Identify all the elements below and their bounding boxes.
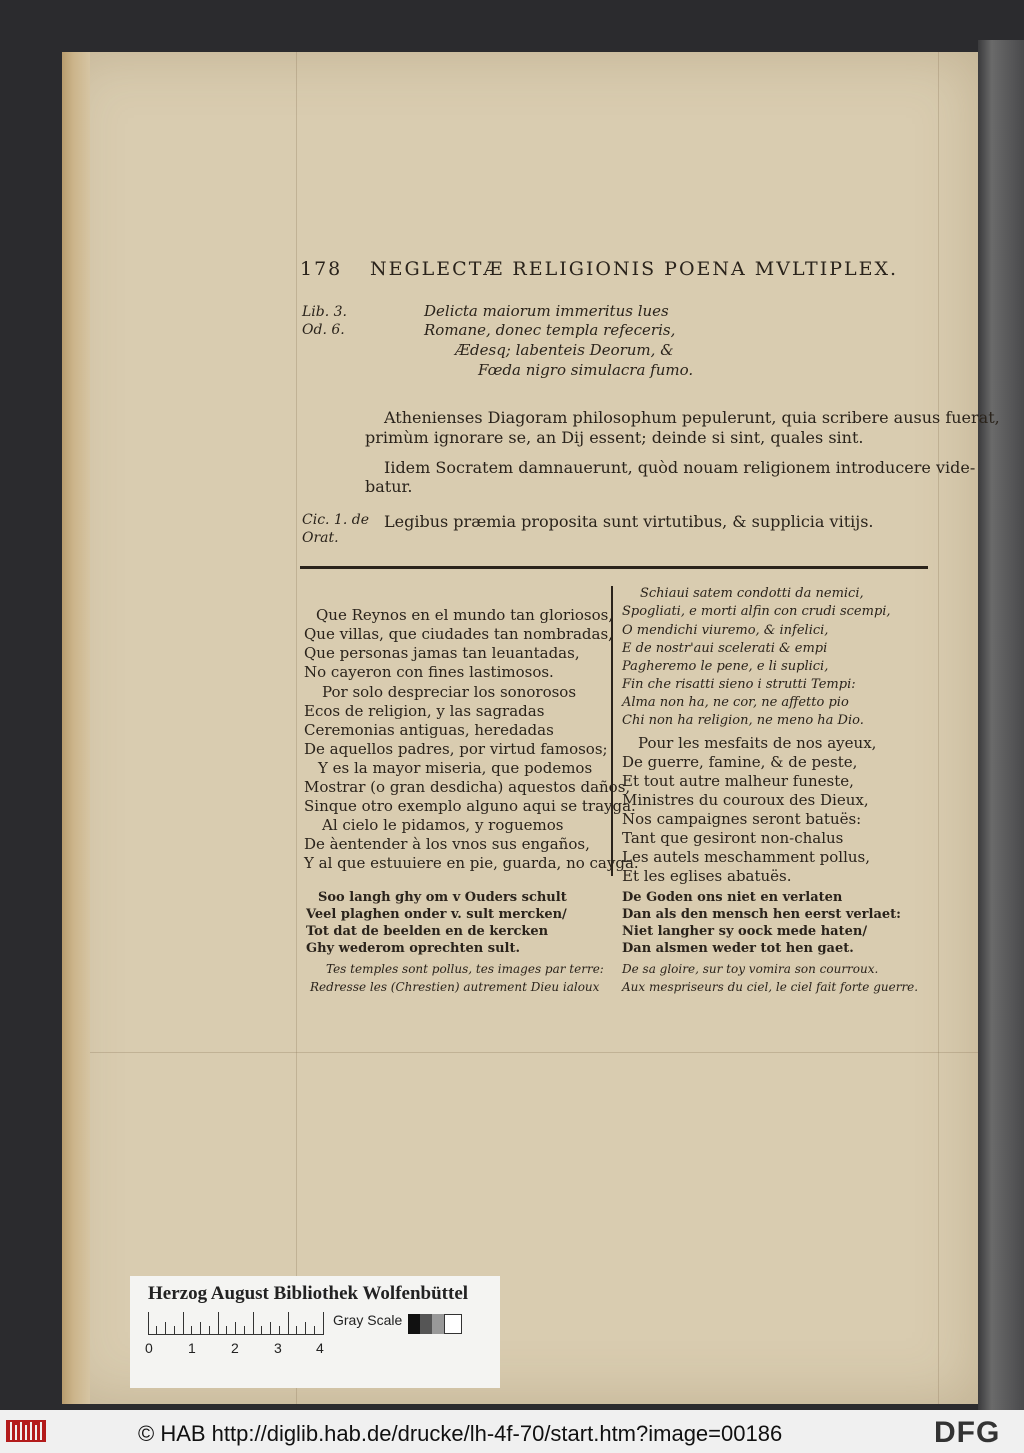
verse-line: Al cielo le pidamos, y roguemos: [322, 816, 564, 834]
margin-note: Orat.: [302, 530, 339, 546]
ruler-number: 1: [188, 1340, 196, 1356]
verse-line: Soo langh ghy om v Ouders schult: [318, 890, 567, 905]
running-title: NEGLECTÆ RELIGIONIS POENA MVLTIPLEX.: [370, 258, 899, 280]
verse-line: De sa gloire, sur toy vomira son courroux.: [622, 962, 879, 976]
verse-line: De Goden ons niet en verlaten: [622, 890, 843, 905]
ruler-number: 3: [274, 1340, 282, 1356]
margin-note: Lib. 3.: [302, 304, 347, 320]
verse-line: Dan alsmen weder tot hen gaet.: [622, 941, 854, 956]
verse-line: Et tout autre malheur funeste,: [622, 772, 854, 790]
ruler-number: 4: [316, 1340, 324, 1356]
verse-line: Tant que gesiront non-chalus: [622, 829, 844, 847]
verse-line: Chi non ha religion, ne meno ha Dio.: [622, 713, 864, 728]
gray-scale-label: Gray Scale: [333, 1312, 403, 1328]
verse-line: Ministres du couroux des Dieux,: [622, 791, 869, 809]
verse-line: Veel plaghen onder v. sult mercken/: [306, 907, 567, 922]
verse-line: Mostrar (o gran desdicha) aquestos daños,: [304, 778, 631, 796]
verse-line: Romane, donec templa refeceris,: [424, 321, 676, 339]
verse-line: Sinque otro exemplo alguno aqui se trayga.: [304, 797, 636, 815]
verse-line: Pagheremo le pene, e li suplici,: [622, 659, 829, 674]
verse-line: Tes temples sont pollus, tes images par terre:: [326, 962, 604, 976]
verse-line: Fin che risatti sieno i strutti Tempi:: [622, 677, 856, 692]
verse-line: Ceremonias antiguas, heredadas: [304, 721, 554, 739]
verse-line: De guerre, famine, & de peste,: [622, 753, 858, 771]
horizontal-rule: [300, 566, 928, 569]
library-title: Herzog August Bibliothek Wolfenbüttel: [148, 1283, 469, 1304]
verse-line: Les autels meschamment pollus,: [622, 848, 871, 866]
verse-line: Ecos de religion, y las sagradas: [304, 702, 545, 720]
verse-line: No cayeron con fines lastimosos.: [304, 663, 554, 681]
verse-line: Ghy wederom oprechten sult.: [306, 941, 520, 956]
verse-line: Spogliati, e morti alfin con crudi scempi,: [622, 604, 891, 619]
verse-line: O mendichi viuremo, & infelici,: [622, 623, 829, 638]
ruler-number: 2: [231, 1340, 239, 1356]
prose-line: primùm ignorare se, an Dij essent; deinde si sint, quales sint.: [365, 428, 864, 447]
verse-line: Dan als den mensch hen eerst verlaet:: [622, 907, 901, 922]
margin-note: Od. 6.: [302, 322, 345, 338]
verse-line: De aquellos padres, por virtud famosos;: [304, 740, 608, 758]
verse-line: Alma non ha, ne cor, ne affetto pio: [622, 695, 849, 710]
verse-line: Por solo despreciar los sonorosos: [322, 683, 577, 701]
hab-logo-icon: [6, 1416, 46, 1446]
verse-line: Niet langher sy oock mede haten/: [622, 924, 868, 939]
scale-ruler: [148, 1312, 324, 1335]
footer-source-link[interactable]: © HAB http://diglib.hab.de/drucke/lh-4f-70/start.htm?image=00186: [138, 1421, 783, 1446]
verse-line: Que villas, que ciudades tan nombradas,: [304, 625, 613, 643]
verse-line: Y al que estuuiere en pie, guarda, no cayga.: [304, 854, 639, 872]
verse-line: Pour les mesfaits de nos ayeux,: [638, 734, 877, 752]
margin-note: Cic. 1. de: [302, 512, 369, 528]
verse-line: Nos campaignes seront batuës:: [622, 810, 862, 828]
prose-line: Athenienses Diagoram philosophum pepulerunt, quia scribere ausus fuerat,: [384, 408, 1000, 427]
prose-line: Legibus præmia proposita sunt virtutibus, & supplicia vitijs.: [384, 512, 874, 531]
verse-line: Que personas jamas tan leuantadas,: [304, 644, 580, 662]
guide-line: [938, 52, 939, 1404]
page-number: 178: [300, 258, 343, 280]
verse-line: Delicta maiorum immeritus lues: [424, 302, 669, 320]
verse-line: Fœda nigro simulacra fumo.: [478, 361, 694, 379]
verse-line: Tot dat de beelden en de kercken: [306, 924, 549, 939]
guide-line: [90, 1052, 978, 1053]
prose-line: Iidem Socratem damnauerunt, quòd nouam religionem introducere vide-: [384, 458, 976, 477]
verse-line: De àentender à los vnos sus engaños,: [304, 835, 590, 853]
verse-line: Y es la mayor miseria, que podemos: [318, 759, 593, 777]
prose-line: batur.: [365, 477, 413, 496]
verse-line: Et les eglises abatuës.: [622, 867, 792, 885]
verse-line: Que Reynos en el mundo tan gloriosos,: [316, 606, 614, 624]
dfg-logo: DFG: [934, 1416, 1001, 1449]
book-spine-strip: [978, 40, 1024, 1420]
verse-line: E de nostr'aui scelerati & empi: [622, 641, 828, 656]
guide-line: [296, 52, 297, 1404]
page-edge: [62, 52, 90, 1404]
verse-line: Aux mespriseurs du ciel, le ciel fait forte guerre.: [622, 980, 919, 994]
ruler-number: 0: [145, 1340, 153, 1356]
verse-line: Redresse les (Chrestien) autrement Dieu ialoux: [310, 980, 600, 994]
verse-line: Schiaui satem condotti da nemici,: [640, 586, 864, 601]
verse-line: Ædesq; labenteis Deorum, &: [455, 341, 674, 359]
